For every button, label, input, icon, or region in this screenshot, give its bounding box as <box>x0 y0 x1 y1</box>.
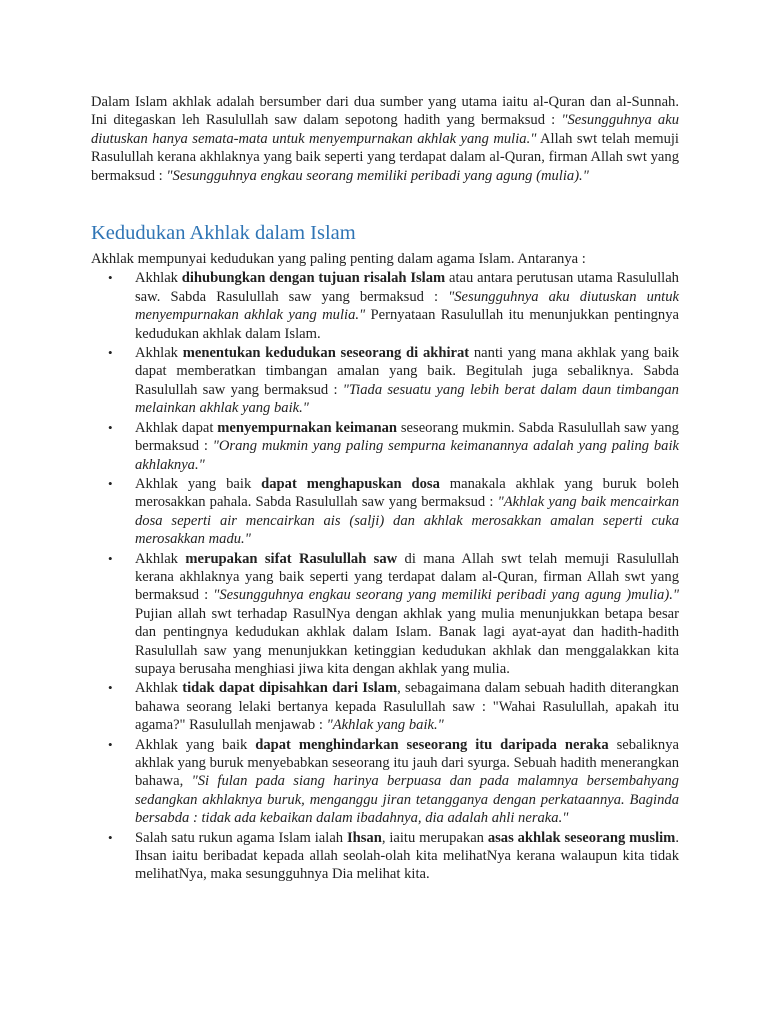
list-item: • Akhlak dapat menyempurnakan keimanan seseorang mukmin. Sabda Rasulullah saw yang bermaksud : "Orang mukmin yang paling sempurna keimanannya adalah yang paling baik akhlaknya." <box>91 419 679 474</box>
list-item: • Salah satu rukun agama Islam ialah Ihsan, iaitu merupakan asas akhlak seseorang muslim. Ihsan iaitu beribadat kepada allah seolah-olah kita melihatNya kerana walaupun kita tidak melihatNya, maka sesungguhnya Dia melihat kita. <box>91 829 679 884</box>
list-item: • Akhlak tidak dapat dipisahkan dari Islam, sebagaimana dalam sebuah hadith diterangkan bahawa seorang lelaki bertanya kepada Rasulullah saw : "Wahai Rasulullah, apakah itu agama?" Rasulullah menjawab : "Akhlak yang baik." <box>91 679 679 734</box>
bullet-list <box>91 269 679 883</box>
list-item: • Akhlak yang baik dapat menghindarkan seseorang itu daripada neraka sebaliknya akhlak yang buruk menyebabkan seseorang itu jauh dari syurga. Sebuah hadith menerangkan bahawa, "Si fulan pada siang harinya berpuasa dan pada malamnya bersembahyang sedangkan akhlaknya buruk, menganggu jiran tetangganya dengan perkataannya. Baginda bersabda : tidak ada kebaikan dalam ibadahnya, dia adalah ahli neraka." <box>91 736 679 828</box>
section-heading: Kedudukan Akhlak dalam Islam <box>91 222 356 245</box>
list-item: • Akhlak dihubungkan dengan tujuan risalah Islam atau antara perutusan utama Rasulullah saw. Sabda Rasulullah saw yang bermaksud : "Sesungguhnya aku diutuskan untuk menyempurnakan akhlak yang mulia." Pernyataan Rasulullah itu menunjukkan pentingnya kedudukan akhlak dalam Islam. <box>91 269 679 343</box>
intro-text-1: Dalam Islam akhlak adalah bersumber dari dua sumber yang utama iaitu al-Quran dan al-Sunnah. Ini ditegaskan leh Rasulullah saw dalam sepotong hadith yang bermaksud : <box>91 94 679 129</box>
list-item: • Akhlak menentukan kedudukan seseorang di akhirat nanti yang mana akhlak yang baik dapat memberatkan timbangan amalan yang baik. Begitulah juga sebaliknya. Sabda Rasulullah saw yang bermaksud : "Tiada sesuatu yang lebih berat dalam daun timbangan melainkan akhlak yang baik." <box>91 344 679 418</box>
intro-quote-1: "Sesungguhnya aku diutuskan hanya semata-mata untuk menyempurnakan akhlak yang mulia." <box>91 112 679 147</box>
document-page <box>91 93 679 884</box>
list-item: • Akhlak yang baik dapat menghapuskan dosa manakala akhlak yang buruk boleh merosakkan pahala. Sabda Rasulullah saw yang bermaksud : "Akhlak yang baik mencairkan dosa seperti air mencairkan ais (salji) dan akhlak merosakkan amalan seperti cuka merosakkan madu." <box>91 475 679 549</box>
section-lead: Akhlak mempunyai kedudukan yang paling penting dalam agama Islam. Antaranya : <box>91 251 586 268</box>
list-item: • Akhlak merupakan sifat Rasulullah saw di mana Allah swt telah memuji Rasulullah kerana akhlaknya yang baik seperti yang terdapat dalam al-Quran, firman Allah swt yang bermaksud : "Sesungguhnya engkau seorang yang memiliki peribadi yang agung )mulia)." Pujian allah swt terhadap RasulNya dengan akhlak yang mulia menunjukkan betapa besar dan pentingnya kedudukan akhlak dalam Islam. Banak lagi ayat-ayat dan hadith-hadith Rasulullah saw yang menunjukkan ketinggian kedudukan akhlak dan menggalakkan kita supaya berusaha menghiasi jiwa kita dengan akhlak yang mulia. <box>91 550 679 679</box>
intro-text-2: Allah swt telah memuji Rasulullah kerana akhlaknya yang baik seperti yang terdapat dalam al-Quran, firman Allah swt yang bermaksud : <box>91 130 679 184</box>
intro-quote-2: "Sesungguhnya engkau seorang memiliki peribadi yang agung (mulia)." <box>166 167 589 184</box>
intro-paragraph <box>91 93 679 185</box>
